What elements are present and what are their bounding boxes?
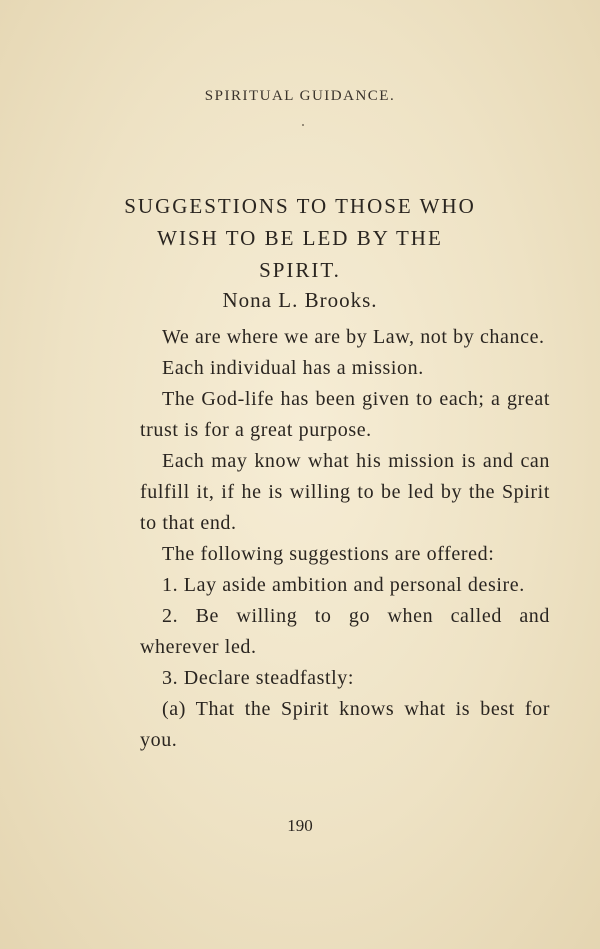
list-item: 1. Lay aside ambition and personal desire.: [162, 574, 525, 596]
author-byline: Nona L. Brooks.: [222, 288, 378, 312]
list-item: 2. Be willing to go when called and wherever led.: [140, 605, 550, 658]
list-item: (a) That the Spirit knows what is best for you.: [140, 698, 550, 751]
ink-speck: [302, 124, 304, 126]
paragraph: The God-life has been given to each; a great trust is for a great purpose.: [140, 388, 550, 441]
running-head: SPIRITUAL GUIDANCE.: [204, 88, 396, 104]
paragraph: Each may know what his mission is and can fulfill it, if he is willing to be led by the Spirit to that end.: [140, 450, 550, 534]
paragraph: We are where we are by Law, not by chance.: [162, 326, 545, 348]
body-text: [140, 322, 550, 756]
page-number: 190: [287, 816, 313, 835]
paragraph: The following suggestions are offered:: [162, 543, 495, 565]
title-line: WISH TO BE LED BY THE: [157, 226, 443, 250]
list-item: 3. Declare steadfastly:: [162, 667, 355, 689]
paragraph: Each individual has a mission.: [162, 357, 424, 379]
title-line: SUGGESTIONS TO THOSE WHO: [124, 194, 476, 218]
title-line: SPIRIT.: [259, 258, 341, 282]
article-title: [0, 190, 600, 286]
